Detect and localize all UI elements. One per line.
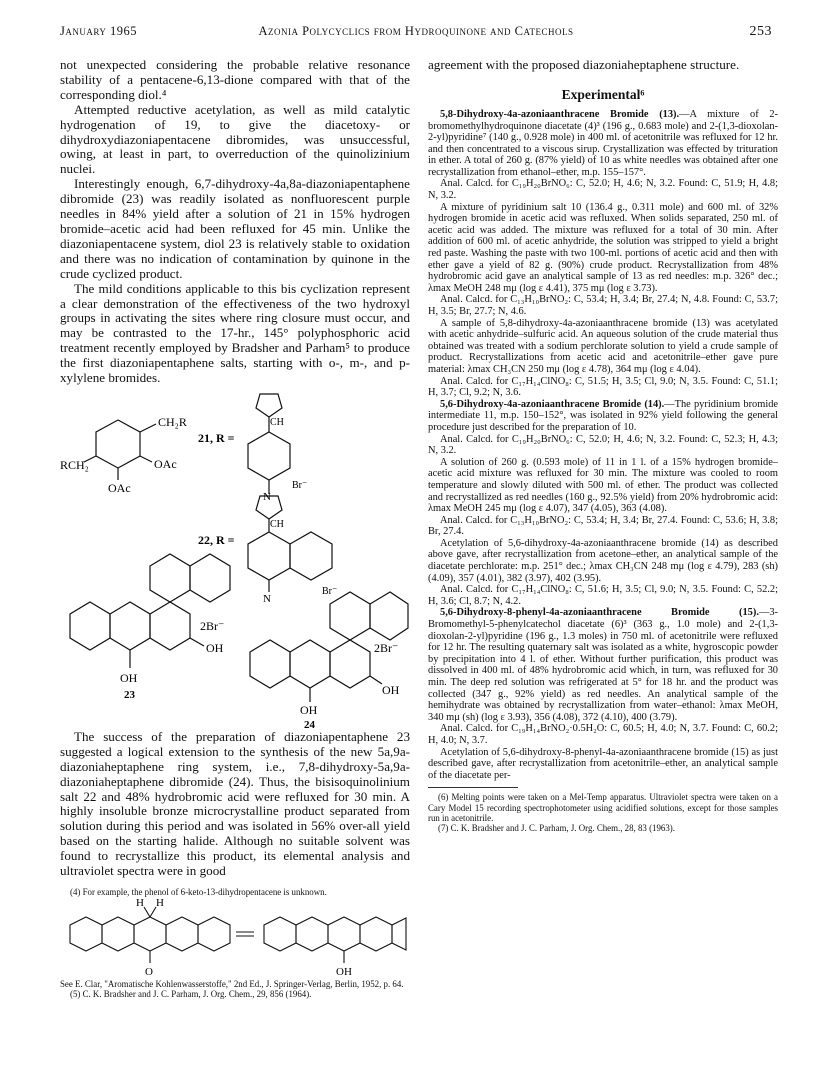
footnote-rule <box>428 787 518 788</box>
right-paragraph-0: agreement with the proposed diazoniaheptaphene structure. <box>428 57 740 72</box>
label-oac-right: OAc <box>154 456 177 471</box>
exp-14-acetylation: Acetylation of 5,6-dihydroxy-4a-azoniaanthracene bromide (14) as described above gave, after recrystallization from acetone–ether, an analytical sample of the diacetate perchlorate: m.p. 251° dec.; λmax CH₃CN 248 mμ (log ε 4.79), 283 (sh) (4.09), 357 (4.01), 382 (3.97), 402 (3.95). <box>428 537 778 584</box>
left-paragraph-1: not unexpected considering the probable relative resonance stability of a pentacene-6,13-dione compared with that of the corresponding diol.⁴ <box>60 57 410 102</box>
exp-15-title: 5,6-Dihydroxy-8-phenyl-4a-azoniaanthracene Bromide (15). <box>440 607 759 619</box>
label-21: 21, R = <box>198 430 235 445</box>
label-h-left: H <box>136 897 144 910</box>
label-phenol-oh: OH <box>336 966 352 979</box>
header-title: Azonia Polycyclics from Hydroquinone and Catechols <box>258 24 574 38</box>
right-column <box>428 58 778 833</box>
label-keto-o: O <box>145 966 153 979</box>
exp-14-anal-3: Anal. Calcd. for C₁₇H₁₄ClNO₈: C, 51.6; H, 3.5; Cl, 9.0; N, 3.5. Found: C, 52.2; H, 3.6; Cl, 8.7; N, 4.2. <box>428 584 778 607</box>
left-paragraph-2: Attempted reductive acetylation, as well as mild catalytic hydrogenation of 19, to give the diacetoxy- or dihydroxydiazoniapentacene dibromides, was unsuccessful, owing, at least in part, to overreduction of the quinolizinium nuclei. <box>60 101 410 177</box>
label-n-21: N <box>263 490 271 503</box>
label-ch2r: CH₂R <box>158 414 187 429</box>
footnote-4: (4) For example, the phenol of 6-keto-13-dihydropentacene is unknown. <box>70 887 327 897</box>
label-23: 23 <box>124 688 135 701</box>
footnote-7: (7) C. K. Bradsher and J. C. Parham, J. Org. Chem., 28, 83 (1963). <box>438 822 675 833</box>
structure-figure <box>60 390 410 730</box>
left-paragraph-4: The mild conditions applicable to this bis cyclization represent a clear demonstration of the effectiveness of the two hydroxyl groups in activating the sites where ring closure must occur, and may be contrasted to the 17-hr., 145° polyphosphoric acid treatment recently employed by Bradsher and Parham⁵ to produce the first diazoniapentaphene salts, starting with o-, m-, and p-xylylene bromides. <box>60 280 410 386</box>
isoquinolinium-ring-b <box>290 532 332 580</box>
footnote-6: (6) Melting points were taken on a Mel-Temp apparatus. Ultraviolet spectra were taken on a Cary Model 15 recording spectrophotometer using acidified solutions, except for those samples run in acetonitrile. <box>428 792 778 823</box>
label-n-22: N <box>263 592 271 605</box>
label-ch-21: CH <box>270 416 284 428</box>
label-24: 24 <box>304 718 315 730</box>
exp-13-cyclization: A mixture of pyridinium salt 10 (136.4 g., 0.311 mole) and 600 ml. of 32% hydrogen bromide in acetic acid was refluxed. When solids separated, 250 ml. of acetic acid was added. The mixture was refluxed for a total of 30 min. After addition of 600 ml. of acetic anhydride, the solution was stripped to yield a bright red paste. Washing the paste with two 100-ml. portions of acetic acid and then with ether gave a yield of 82 g. (90%) crude product. Recrystallization from 48% hydrobromic acid gave an analytical sample of 13 as red needles: m.p. 326° dec.; λmax MeOH 248 mμ (log ε 4.41), 375 mμ (log ε 3.73). <box>428 201 778 294</box>
footnote-5: (5) C. K. Bradsher and J. C. Parham, J. Org. Chem., 29, 856 (1964). <box>70 989 312 1000</box>
dioxolane-ring-21 <box>256 394 282 417</box>
header-date: January 1965 <box>60 24 137 38</box>
label-22: 22, R = <box>198 532 235 547</box>
label-oh-24b: OH <box>300 702 318 717</box>
exp-14-anal: Anal. Calcd. for C₁₉H₂₀BrNO₆: C, 52.0; H, 4.6; N, 3.2. Found: C, 52.3; H, 4.3; N, 3.2. <box>428 433 778 457</box>
pentacene-figure <box>60 897 410 979</box>
exp-14: 5,6-Dihydroxy-4a-azoniaanthracene Bromide (14).—The pyridinium bromide intermediate 11, m.p. 150–152°, was isolated in 92% yield following the general procedure just described for the preparation of 10. <box>428 398 779 433</box>
exp-14-anal-2: Anal. Calcd. for C₁₃H₁₀BrNO₂: C, 53.4; H, 3.4; Br, 27.4. Found: C, 53.6; H, 3.8; Br, 27.4. <box>428 514 778 538</box>
exp-13-anal: Anal. Calcd. for C₁₉H₂₀BrNO₆: C, 52.0; H, 4.6; N, 3.2. Found: C, 51.9; H, 4.8; N, 3.2. <box>428 178 778 202</box>
label-rch2: RCH₂ <box>60 457 89 472</box>
footnote-see: See E. Clar, "Aromatische Kohlenwasserstoffe," 2nd Ed., J. Springer-Verlag, Berlin, 1952, p. 64. <box>60 979 404 990</box>
exp-13-anal-3: Anal. Calcd. for C₁₇H₁₄ClNO₈: C, 51.5; H, 3.5; Cl, 9.0; N, 3.5. Found: C, 51.1; H, 3.7; Cl, 9.2; N, 3.6. <box>428 375 778 399</box>
benzene-ring <box>96 420 140 468</box>
exp-15: 5,6-Dihydroxy-8-phenyl-4a-azoniaanthracene Bromide (15).—3-Bromomethyl-5-phenylcatechol diacetate (6)³ (363 g., 1.0 mole) and 2-(1,3-dioxolan-2-yl)pyridine (196 g., 1.3 moles) in 750 ml. of acetonitrile were refluxed for 12 hr. The resulting quaternary salt was isolated as a white, hygroscopic powder by precipitation into 4 l. of ether. Without further purification, this product was dissolved in 400 ml. of 48% hydrobromic acid which, in turn, was refluxed for 30 min. The deep red solution was refrigerated at 5° for 18 hr. and the product was collected (347 g., 92% yield) as red needles. An analytical sample of the hemihydrate was obtained by recrystallization from water–ethanol: λmax MeOH, 340 mμ (sh) (log ε 3.93), 356 (4.08), 372 (4.10), 400 (3.79). <box>428 607 778 723</box>
left-paragraph-5: The success of the preparation of diazoniapentaphene 23 suggested a logical extension to the synthesis of the new 5a,9a-diazoniaheptaphene ring system, i.e., 7,8-dihydroxy-5a,9a-diazoniaheptaphene dibromide (24). Thus, the bisisoquinolinium salt 22 and 48% hydrobromic acid were refluxed for 30 min. A highly insoluble bronze microcrystalline product separated from solution during this period and was isolated in 56% over-all yield based on the starting halide. Although no suitable solvent was found to recrystallize this product, its elemental analysis and ultraviolet spectra were in good <box>60 728 410 879</box>
exp-13-title: 5,8-Dihydroxy-4a-azoniaanthracene Bromide (13). <box>440 108 680 120</box>
pyridinium-ring-21 <box>248 432 290 480</box>
label-oh-24a: OH <box>382 682 400 697</box>
label-br-21: Br⁻ <box>292 479 308 491</box>
exp-15-acetylation: Acetylation of 5,6-dihydroxy-8-phenyl-4a-azoniaanthracene bromide (15) as just described gave, after recrystallization from acetonitrile–ether, an analytical sample of the diacetate per- <box>428 746 778 781</box>
label-br-22: Br⁻ <box>322 585 338 597</box>
left-column <box>60 58 410 1000</box>
exp-13-acetylation: A sample of 5,8-dihydroxy-4a-azoniaanthracene bromide (13) was acetylated with acetic anhydride–sulfuric acid. An aqueous solution of the crude material thus obtained was treated with a sodium perchlorate solution to yield a crude sample of product. Recrystallizations from acetic acid and acetonitrile–ether gave pure material: λmax CH₃CN 250 mμ (log ε 4.78), 364 mμ (log ε 4.04). <box>428 317 778 375</box>
left-paragraph-3: Interestingly enough, 6,7-dihydroxy-4a,8a-diazoniapentaphene dibromide (23) was readily isolated as nonfluorescent purple needles in 84% yield after a solution of 21 in 15% hydrogen bromide–acetic acid had been refluxed for 45 min. Unlike the diazoniapentacene system, diol 23 is relatively stable to oxidation and there was no indication of contamination by quinone in the crude cyclized product. <box>60 176 410 281</box>
label-oh-23b: OH <box>120 670 138 685</box>
exp-15-anal: Anal. Calcd. for C₁₉H₁₄BrNO₂·0.5H₂O: C, 60.5; H, 4.0; N, 3.7. Found: C, 60.2; H, 4.0; N, 3.7. <box>428 723 778 746</box>
label-2br-23: 2Br⁻ <box>200 618 225 633</box>
label-2br-24: 2Br⁻ <box>374 640 399 655</box>
exp-14-title: 5,6-Dihydroxy-4a-azoniaanthracene Bromide (14). <box>440 398 665 410</box>
label-h-right: H <box>156 897 164 910</box>
experimental-heading: Experimental⁶ <box>561 86 645 102</box>
running-header <box>60 24 772 42</box>
exp-13-anal-2: Anal. Calcd. for C₁₃H₁₀BrNO₂: C, 53.4; H, 3.4; Br, 27.4; N, 4.8. Found: C, 53.7; H, 3.5; Br, 27.7; N, 4.6. <box>428 294 778 317</box>
isoquinolinium-ring-a <box>248 532 290 580</box>
page-number: 253 <box>749 24 772 39</box>
label-oac-bottom: OAc <box>108 480 131 495</box>
label-oh-23a: OH <box>206 640 224 655</box>
label-ch-22: CH <box>270 518 284 530</box>
exp-14-cyclization: A solution of 260 g. (0.593 mole) of 11 in 1 l. of a 15% hydrogen bromide–acetic acid mixture was refluxed for 30 min. The mixture was cooled to room temperature and slowly diluted with 500 ml. of ether. The product was collected and recrystallized as red needles (160 g., 92.5% yield) from 20% hydrobromic acid: λmax MeOH 245 mμ (log ε 4.07), 347 (4.05), 363 (4.08). <box>428 456 778 515</box>
exp-13: 5,8-Dihydroxy-4a-azoniaanthracene Bromide (13).—A mixture of 2-bromomethylhydroquinone diacetate (4)³ (196 g., 0.683 mole) and 2-(1,3-dioxolan-2-yl)pyridine⁷ (140 g., 0.928 mole) in 400 ml. of acetonitrile was refluxed for 12 hr. and then concentrated to a viscous sirup. Crystallization was effected by trituration in ether. A total of 260 g. (87% yield) of 10 as white needles was obtained after one recrystallization from ethanol–ether, m.p. 155–157°. <box>428 108 779 178</box>
